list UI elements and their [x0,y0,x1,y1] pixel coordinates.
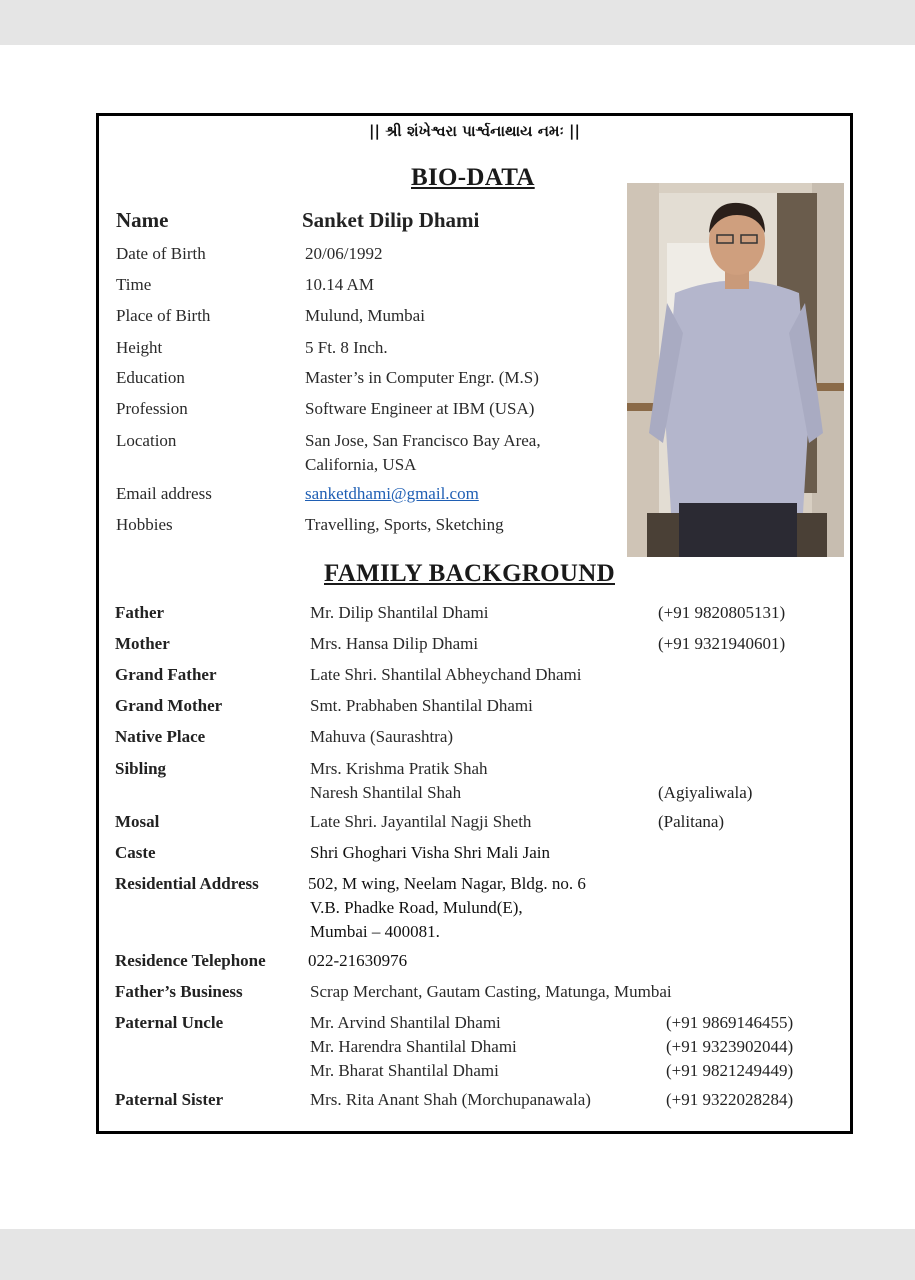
paternal-uncle-label: Paternal Uncle [115,1013,224,1032]
paternal-uncle-phone-2: (+91 9323902044) [666,1037,794,1056]
bio-value-time: 10.14 AM [305,275,374,294]
residential-address-line3: Mumbai – 400081. [310,922,440,941]
sibling-value-1: Mrs. Krishma Pratik Shah [310,759,488,778]
mosal-value: Late Shri. Jayantilal Nagji Sheth [310,812,532,831]
paternal-sister-label: Paternal Sister [115,1090,224,1109]
name-label: Name [116,208,169,232]
grand-father-label: Grand Father [115,665,217,684]
header-invocation: || શ્રી શંખેશ્વરા પાર્શ્વનાથાય નમઃ || [369,122,580,140]
mother-phone: (+91 9321940601) [658,634,786,653]
residence-telephone-value: 022-21630976 [308,951,408,970]
caste-label: Caste [115,843,156,862]
bio-value-dob: 20/06/1992 [305,244,383,263]
bottom-bar [0,1229,915,1280]
email-link[interactable]: sanketdhami@gmail.com [305,484,479,503]
bio-label-place-of-birth: Place of Birth [116,306,211,325]
sibling-label: Sibling [115,759,167,778]
mother-label: Mother [115,634,170,653]
caste-value: Shri Ghoghari Visha Shri Mali Jain [310,843,550,862]
grand-father-value: Late Shri. Shantilal Abheychand Dhami [310,665,582,684]
bio-value-profession: Software Engineer at IBM (USA) [305,399,535,418]
residential-address-label: Residential Address [115,874,259,893]
mosal-note: (Palitana) [658,812,725,831]
profile-photo [627,183,844,557]
bio-value-hobbies: Travelling, Sports, Sketching [305,515,504,534]
paternal-sister-phone: (+91 9322028284) [666,1090,794,1109]
paternal-sister-value: Mrs. Rita Anant Shah (Morchupanawala) [310,1090,591,1109]
paternal-uncle-name-2: Mr. Harendra Shantilal Dhami [310,1037,517,1056]
fathers-business-value: Scrap Merchant, Gautam Casting, Matunga, Mumbai [310,982,672,1001]
bio-label-email: Email address [116,484,212,503]
father-label: Father [115,603,165,622]
bio-label-hobbies: Hobbies [116,515,173,534]
residential-address-line2: V.B. Phadke Road, Mulund(E), [310,898,523,917]
bio-value-education: Master’s in Computer Engr. (M.S) [305,368,539,387]
grand-mother-label: Grand Mother [115,696,223,715]
paternal-uncle-name-1: Mr. Arvind Shantilal Dhami [310,1013,501,1032]
sibling-note: (Agiyaliwala) [658,783,753,802]
grand-mother-value: Smt. Prabhaben Shantilal Dhami [310,696,533,715]
paternal-uncle-phone-1: (+91 9869146455) [666,1013,794,1032]
bio-value-location-line1: San Jose, San Francisco Bay Area, [305,431,541,450]
residential-address-line1: 502, M wing, Neelam Nagar, Bldg. no. 6 [308,874,586,893]
biodata-sheet [96,113,853,1134]
bio-label-location: Location [116,431,177,450]
family-background-title: FAMILY BACKGROUND [324,560,615,587]
bio-label-profession: Profession [116,399,188,418]
residence-telephone-label: Residence Telephone [115,951,266,970]
father-value: Mr. Dilip Shantilal Dhami [310,603,489,622]
bio-label-education: Education [116,368,185,387]
bio-value-place-of-birth: Mulund, Mumbai [305,306,425,325]
bio-data-title: BIO-DATA [411,164,535,191]
sibling-value-2: Naresh Shantilal Shah [310,783,462,802]
fathers-business-label: Father’s Business [115,982,243,1001]
bio-label-dob: Date of Birth [116,244,206,263]
mother-value: Mrs. Hansa Dilip Dhami [310,634,479,653]
bio-label-height: Height [116,338,163,357]
mosal-label: Mosal [115,812,160,831]
bio-label-time: Time [116,275,152,294]
father-phone: (+91 9820805131) [658,603,786,622]
bio-value-location-line2: California, USA [305,455,417,474]
bio-value-height: 5 Ft. 8 Inch. [305,338,388,357]
native-place-value: Mahuva (Saurashtra) [310,727,454,746]
top-bar [0,0,915,45]
native-place-label: Native Place [115,727,206,746]
paternal-uncle-phone-3: (+91 9821249449) [666,1061,794,1080]
paternal-uncle-name-3: Mr. Bharat Shantilal Dhami [310,1061,499,1080]
name-value: Sanket Dilip Dhami [302,208,480,232]
